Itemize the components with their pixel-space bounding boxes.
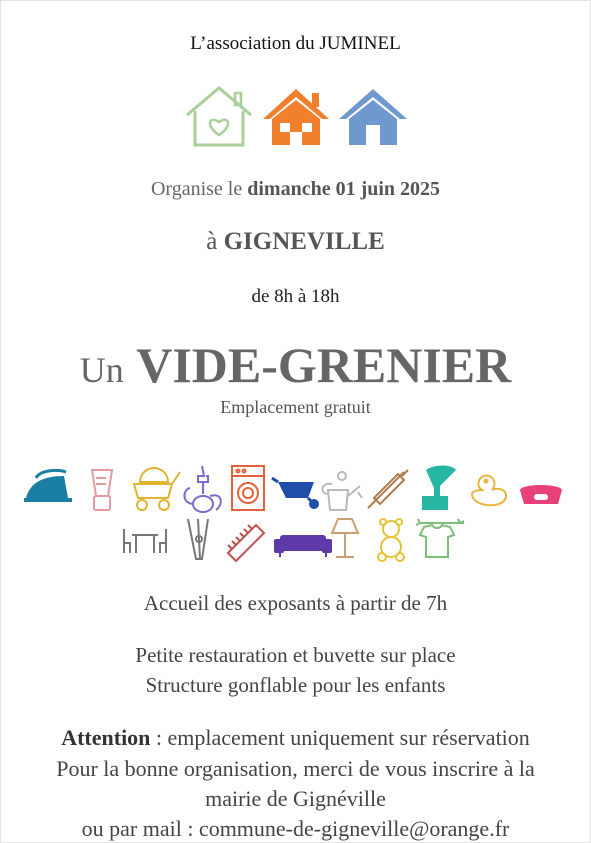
attention-label: Attention <box>61 725 151 750</box>
place-value: GIGNEVILLE <box>223 228 385 255</box>
washing-machine-icon <box>232 466 264 510</box>
orange-house-icon <box>263 89 329 145</box>
items-icons-row-2 <box>120 515 480 565</box>
contact-email: ou par mail : commune-de-gigneville@orange.fr <box>81 816 510 841</box>
watering-can-icon <box>322 472 362 510</box>
gramophone-icon <box>422 466 456 511</box>
rolling-pin-icon <box>368 470 408 508</box>
title-vide-grenier: VIDE-GRENIER <box>136 337 512 393</box>
comb-icon <box>228 525 264 561</box>
hookah-icon <box>184 466 220 512</box>
lamp-icon <box>332 519 358 557</box>
table-chairs-icon <box>124 529 166 553</box>
date-prefix: Organise le <box>150 178 248 200</box>
dog-bowl-icon <box>520 485 562 504</box>
association-name: L’association du JUMINEL <box>190 33 401 54</box>
stroller-icon <box>134 468 180 510</box>
sofa-icon <box>274 535 332 557</box>
date-value: dimanche 01 juin 2025 <box>247 178 441 200</box>
attention-notice <box>0 725 591 751</box>
event-date <box>0 178 591 201</box>
houses-logo <box>183 85 413 150</box>
town-hall-text: mairie de Gignéville <box>205 786 386 811</box>
clothes-icon <box>416 519 464 557</box>
rubber-duck-icon <box>472 476 506 506</box>
teddy-bear-icon <box>378 519 404 561</box>
registration-text: Pour la bonne organisation, merci de vous inscrire à la <box>56 756 535 781</box>
blue-house-icon <box>339 89 407 145</box>
items-icons-row-1 <box>22 460 570 520</box>
green-house-icon <box>187 88 251 145</box>
attention-text: : emplacement uniquement sur réservation <box>150 725 530 750</box>
wheelbarrow-icon <box>272 478 319 509</box>
exhibitors-welcome: Accueil des exposants à partir de 7h <box>143 591 448 615</box>
event-hours: de 8h à 18h <box>251 286 340 307</box>
event-place <box>0 228 591 256</box>
title-un: Un <box>79 350 124 390</box>
food-info: Petite restauration et buvette sur place <box>135 643 456 667</box>
event-title <box>0 336 591 394</box>
clothespin-icon <box>188 519 208 559</box>
iron-icon <box>24 470 72 502</box>
free-spot-note: Emplacement gratuit <box>220 397 371 417</box>
inflatable-info: Structure gonflable pour les enfants <box>145 673 446 697</box>
blender-icon <box>92 470 112 510</box>
place-prefix: à <box>206 228 224 255</box>
